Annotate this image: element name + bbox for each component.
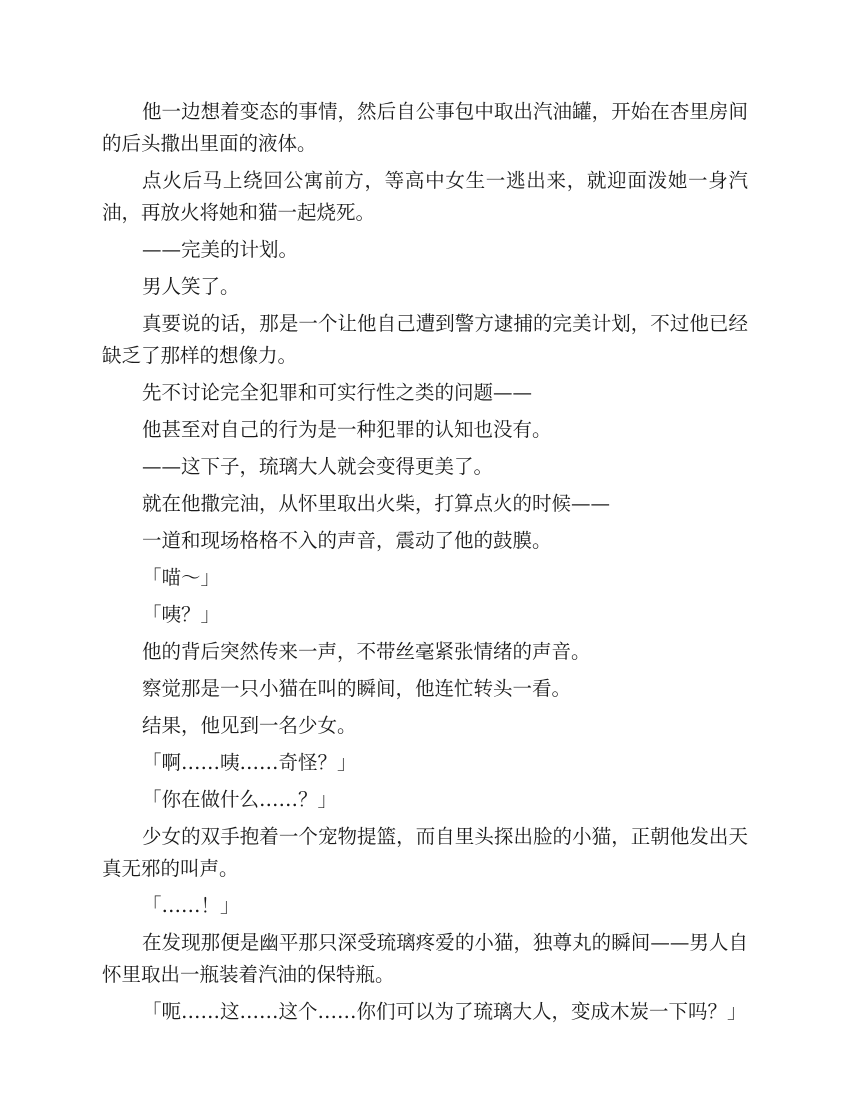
paragraph: 男人笑了。 xyxy=(142,275,240,298)
paragraph: 「呃……这……这个……你们可以为了琉璃大人，变成木炭一下吗？」 xyxy=(142,1000,747,1023)
paragraph: 「你在做什么……？」 xyxy=(142,788,338,811)
paragraph: 就在他撒完油，从怀里取出火柴，打算点火的时候—— xyxy=(142,492,611,515)
paragraph: 「……！」 xyxy=(142,894,240,917)
paragraph: 「咦？」 xyxy=(142,603,221,626)
paragraph: 真要说的话，那是一个让他自己遭到警方逮捕的完美计划，不过他已经缺乏了那样的想像力。 xyxy=(102,312,748,367)
paragraph: 他一边想着变态的事情，然后自公事包中取出汽油罐，开始在杏里房间的后头撒出里面的液体。 xyxy=(102,100,748,155)
paragraph: 他甚至对自己的行为是一种犯罪的认知也没有。 xyxy=(142,418,552,441)
paragraph: 「喵～」 xyxy=(142,566,221,589)
paragraph: 少女的双手抱着一个宠物提篮，而自里头探出脸的小猫，正朝他发出天真无邪的叫声。 xyxy=(102,825,748,880)
paragraph: 先不讨论完全犯罪和可实行性之类的问题—— xyxy=(142,381,533,404)
paragraph: ——这下子，琉璃大人就会变得更美了。 xyxy=(142,455,494,478)
paragraph: 一道和现场格格不入的声音，震动了他的鼓膜。 xyxy=(142,529,552,552)
paragraph: 点火后马上绕回公寓前方，等高中女生一逃出来，就迎面泼她一身汽油，再放火将她和猫一起烧死。 xyxy=(102,169,748,224)
paragraph: ——完美的计划。 xyxy=(142,238,299,261)
document-page xyxy=(102,96,748,1033)
paragraph: 「啊……咦……奇怪？」 xyxy=(142,751,357,774)
paragraph: 察觉那是一只小猫在叫的瞬间，他连忙转头一看。 xyxy=(142,677,572,700)
paragraph: 在发现那便是幽平那只深受琉璃疼爱的小猫，独尊丸的瞬间——男人自怀里取出一瓶装着汽油的保特瓶。 xyxy=(102,931,748,986)
paragraph: 结果，他见到一名少女。 xyxy=(142,714,357,737)
paragraph: 他的背后突然传来一声，不带丝毫紧张情绪的声音。 xyxy=(142,640,591,663)
